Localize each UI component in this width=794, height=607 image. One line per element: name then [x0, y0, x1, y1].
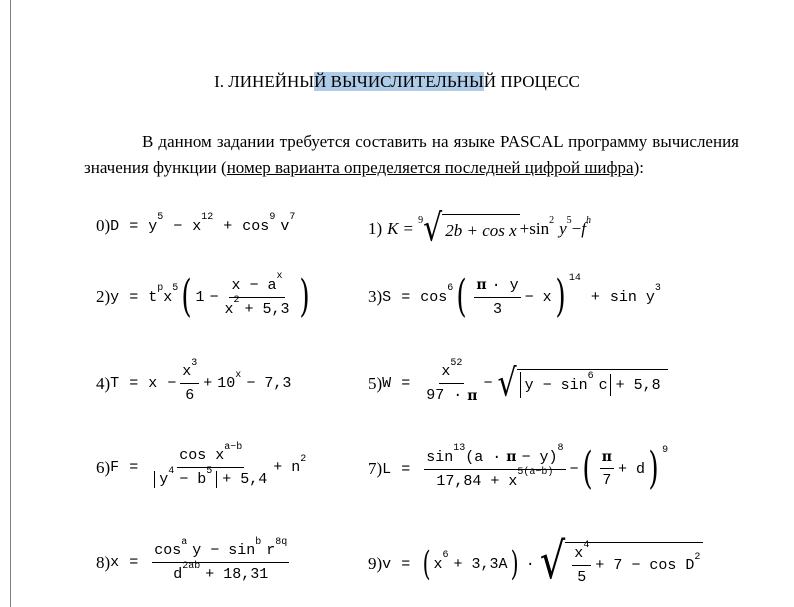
formula-1: 1) K = $^9$ √ 2b + cos x + sin $^2$ y $^5$ − f $^h$ — [368, 206, 591, 251]
formula-4: 4) T = x − x $^3$ 6 + 10 $^x$ − 7,3 — [96, 357, 292, 404]
section-title: I. ЛИНЕЙНЫЙ ВЫЧИСЛИТЕЛЬНЫЙ ПРОЦЕСС — [214, 72, 580, 91]
underlined-note: номер варианта определяется последней цифрой шифра — [226, 158, 634, 177]
formula-2: 2) y = t $^p$ x $^5$ ( 1 − x − a $^x$ x $^2$ + 5,3 ) — [96, 271, 310, 322]
formula-9: 9) v = ( x $^6$ + 3,3A ) · √ x $^4$ 5 + 7 − cos D $^2$ — [368, 542, 703, 586]
formula-7: 7) L = sin $^{13}$ (a · π − y) $^8$ 17,84 + x $^{5(a-b)}$ − ( $\frac{\pi}{7}$ + d ) 9 — [368, 443, 669, 494]
formula-5: 5) W = x $^{52}$ 97 · π − √ y − sin $^6$ c + 5,8 — [368, 363, 668, 404]
formula-0: 0) D = y $^5$ − x $^{12}$ + cos $^9$ v $^7$ — [96, 212, 296, 235]
formula-6: 6) F = cos x $^{a-b}$ y $^4$ − b $^5$ + 5,4 + n $^2$ — [96, 441, 307, 488]
task-paragraph: В данном задании требуется составить на языке PASCAL программу вычисления значения функции (номер варианта определяется последней цифрой шифра): — [84, 132, 739, 177]
selected-text[interactable]: Й ВЫЧИСЛИТЕЛЬНЫ — [314, 72, 484, 91]
formula-8: 8) x = cos $^a$ y − sin $^b$ r $^{8q}$ d $^{2ab}$ + 18,31 — [96, 536, 288, 583]
formula-3: 3) S = cos $^6$ ( π · y 3 − x ) 14 + sin y $^3$ — [368, 271, 661, 322]
